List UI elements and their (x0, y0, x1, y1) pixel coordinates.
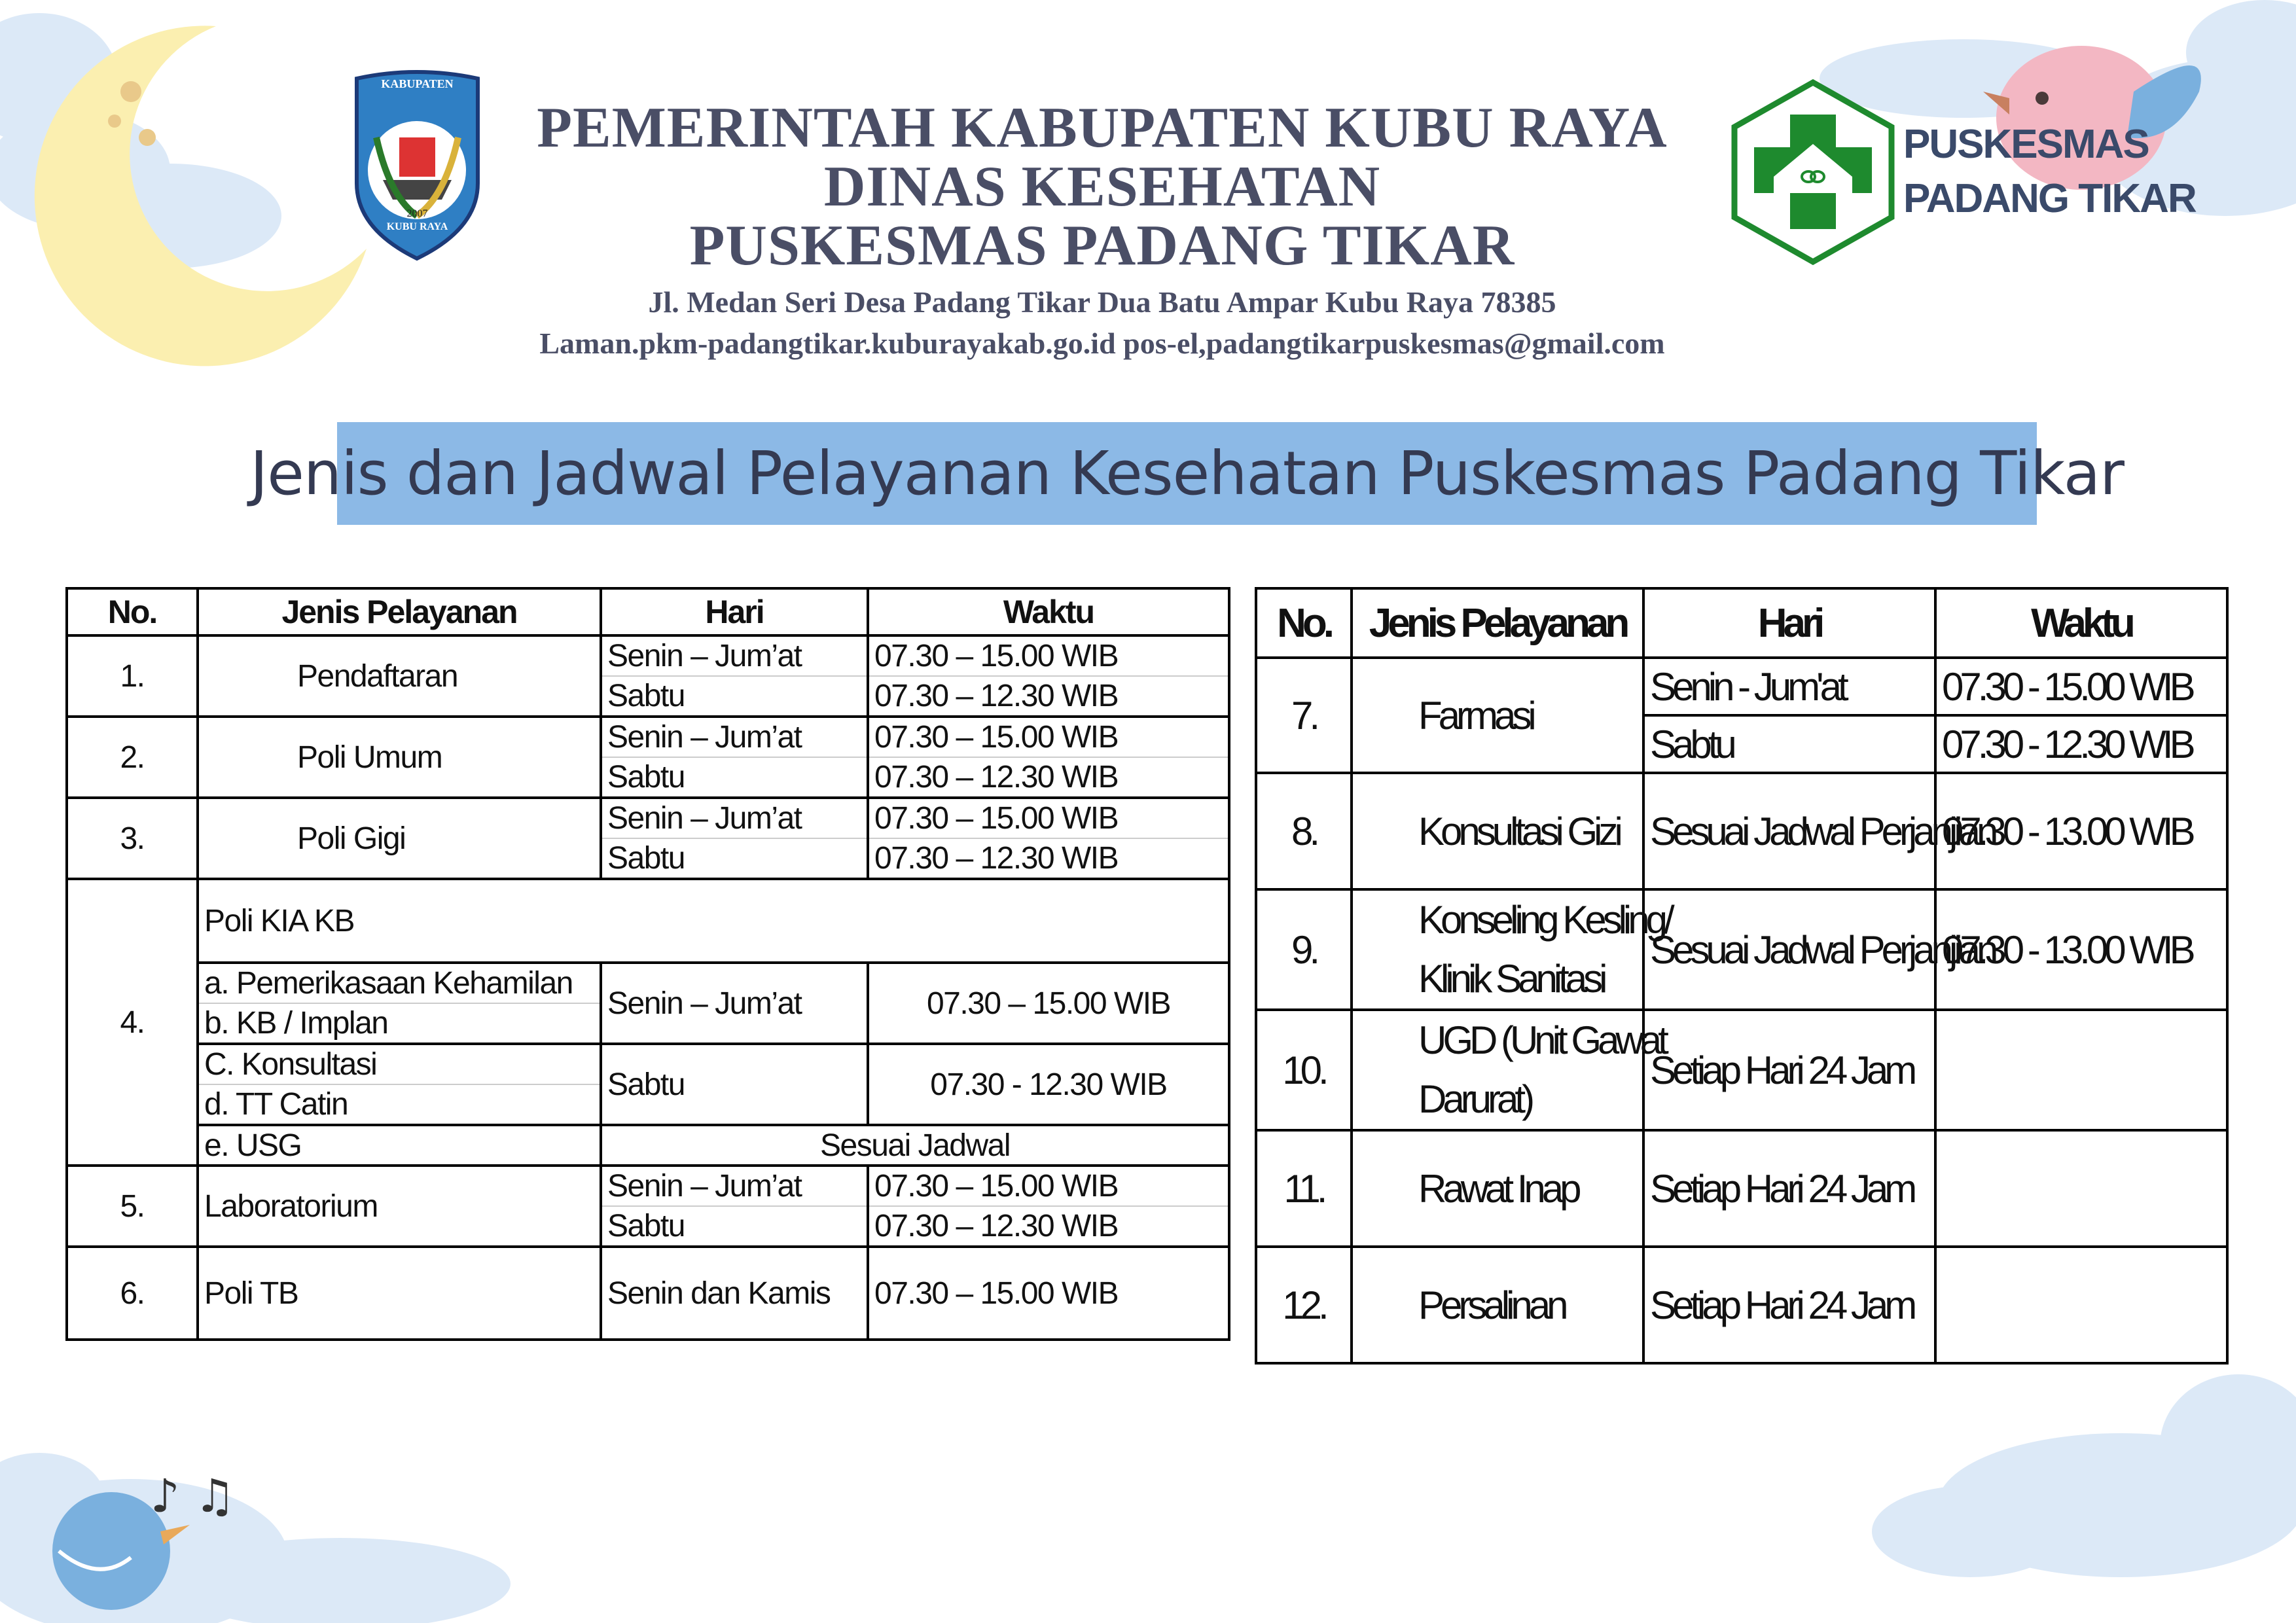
table-row (1256, 658, 2227, 715)
service-name (1352, 889, 1671, 1010)
service-name: Farmasi (1352, 658, 1643, 773)
service-name (1352, 1010, 1665, 1130)
service-name: Persalinan (1352, 1247, 1643, 1363)
sub-service-d: d. TT Catin (198, 1084, 601, 1125)
service-name: Poli TB (198, 1247, 601, 1340)
day-cell: Senin – Jum’at (601, 717, 868, 757)
col-header-day: Hari (601, 588, 868, 635)
service-name: Rawat Inap (1352, 1130, 1643, 1247)
logo-text-line-2: PADANG TIKAR (1903, 176, 2196, 221)
row-number: 9. (1256, 889, 1352, 1010)
day-cell: Sabtu (601, 676, 868, 717)
crest-top-text: KABUPATEN (381, 77, 454, 90)
table-row (67, 1044, 1229, 1084)
row-number: 10. (1256, 1010, 1352, 1130)
puskesmas-logo-icon (1728, 79, 1898, 265)
day-cell: Senin – Jum’at (601, 798, 868, 838)
row-number: 11. (1256, 1130, 1352, 1247)
service-name: Poli KIA KB (198, 879, 1229, 963)
table-row (67, 1166, 1229, 1206)
time-cell: 07.30 - 13.00 WIB (1935, 773, 2227, 889)
table-row (1256, 1130, 2227, 1247)
day-cell: Sabtu (1643, 715, 1935, 773)
time-cell: 07.30 - 12.30 WIB (868, 1044, 1229, 1125)
header-address: Jl. Medan Seri Desa Padang Tikar Dua Batu Ampar Kubu Raya 78385 (648, 285, 1556, 319)
row-number: 3. (67, 798, 198, 879)
service-name: Poli Umum (198, 717, 601, 798)
day-cell: Senin – Jum’at (601, 963, 868, 1044)
time-cell (1935, 1130, 2227, 1247)
day-cell: Setiap Hari 24 Jam (1643, 1130, 1935, 1247)
day-cell: Sabtu (601, 1044, 868, 1125)
day-cell: Sesuai Jadwal Perjanjian (1643, 889, 1935, 1010)
day-cell: Senin – Jum’at (601, 635, 868, 676)
day-cell: Setiap Hari 24 Jam (1643, 1247, 1935, 1363)
time-cell (1935, 1010, 2227, 1130)
time-cell: 07.30 - 13.00 WIB (1935, 889, 2227, 1010)
title-banner (250, 422, 2124, 525)
col-header-time: Waktu (868, 588, 1229, 635)
col-header-day: Hari (1643, 588, 1935, 658)
day-cell: Setiap Hari 24 Jam (1643, 1010, 1935, 1130)
decor-bottom-left (0, 1335, 524, 1623)
page-title: Jenis dan Jadwal Pelayanan Kesehatan Puskesmas Padang Tikar (250, 438, 2124, 508)
table-header-row (67, 588, 1229, 635)
usg-schedule-cell: Sesuai Jadwal (601, 1125, 1229, 1166)
time-cell: 07.30 – 15.00 WIB (868, 635, 1229, 676)
day-cell: Sabtu (601, 838, 868, 879)
table-row (67, 1125, 1229, 1166)
service-name-line-2: Klinik Sanitasi (1418, 957, 1604, 1001)
header-line-3: PUSKESMAS PADANG TIKAR (689, 214, 1515, 277)
logo-text-line-1: PUSKESMAS (1903, 122, 2149, 167)
crest-bottom-text: KUBU RAYA (386, 221, 448, 232)
time-cell: 07.30 – 15.00 WIB (868, 1247, 1229, 1340)
row-number: 1. (67, 635, 198, 717)
service-name-line-1: UGD (Unit Gawat (1418, 1018, 1665, 1062)
service-name-line-1: Konseling Kesling/ (1418, 898, 1671, 942)
table-row (1256, 1010, 2227, 1130)
decor-bottom-right (1872, 1361, 2296, 1623)
table-row (1256, 773, 2227, 889)
service-name: Laboratorium (198, 1166, 601, 1247)
row-number: 4. (67, 879, 198, 1166)
table-row (67, 717, 1229, 757)
col-header-service: Jenis Pelayanan (198, 588, 601, 635)
table-row (67, 635, 1229, 676)
day-cell: Sesuai Jadwal Perjanjian (1643, 773, 1935, 889)
table-header-row (1256, 588, 2227, 658)
day-cell: Senin dan Kamis (601, 1247, 868, 1340)
table-row (1256, 1247, 2227, 1363)
service-name: Pendaftaran (198, 635, 601, 717)
service-name: Poli Gigi (198, 798, 601, 879)
day-cell: Sabtu (601, 1206, 868, 1247)
day-cell: Senin - Jum'at (1643, 658, 1935, 715)
time-cell: 07.30 – 15.00 WIB (868, 963, 1229, 1044)
col-header-service: Jenis Pelayanan (1352, 588, 1643, 658)
table-row (67, 963, 1229, 1003)
time-cell: 07.30 - 12.30 WIB (1935, 715, 2227, 773)
service-name: Konsultasi Gizi (1352, 773, 1643, 889)
service-name-line-2: Darurat) (1418, 1077, 1532, 1121)
header-contact: Laman.pkm-padangtikar.kuburayakab.go.id pos-el,padangtikarpuskesmas@gmail.com (539, 327, 1665, 360)
day-cell: Senin – Jum’at (601, 1166, 868, 1206)
time-cell: 07.30 – 15.00 WIB (868, 1166, 1229, 1206)
crest-year-text: 2007 (406, 208, 428, 219)
music-notes-icon: ♪ ♫ (151, 1469, 236, 1523)
day-cell: Sabtu (601, 757, 868, 798)
sub-service-b: b. KB / Implan (198, 1003, 601, 1044)
time-cell (1935, 1247, 2227, 1363)
sub-service-a: a. Pemerikasaan Kehamilan (198, 963, 601, 1003)
right-schedule-table (1255, 587, 2229, 1364)
sub-service-e: e. USG (198, 1125, 601, 1166)
col-header-time: Waktu (1935, 588, 2227, 658)
table-row (67, 1247, 1229, 1340)
row-number: 7. (1256, 658, 1352, 773)
table-row (67, 798, 1229, 838)
col-header-no: No. (67, 588, 198, 635)
sub-service-c: C. Konsultasi (198, 1044, 601, 1084)
row-number: 12. (1256, 1247, 1352, 1363)
time-cell: 07.30 – 12.30 WIB (868, 838, 1229, 879)
time-cell: 07.30 - 15.00 WIB (1935, 658, 2227, 715)
left-schedule-table (65, 587, 1230, 1341)
row-number: 2. (67, 717, 198, 798)
header-line-1: PEMERINTAH KABUPATEN KUBU RAYA (537, 96, 1668, 160)
time-cell: 07.30 – 12.30 WIB (868, 676, 1229, 717)
table-row (67, 879, 1229, 963)
time-cell: 07.30 – 15.00 WIB (868, 798, 1229, 838)
row-number: 5. (67, 1166, 198, 1247)
row-number: 8. (1256, 773, 1352, 889)
col-header-no: No. (1256, 588, 1352, 658)
header-line-2: DINAS KESEHATAN (823, 155, 1381, 219)
time-cell: 07.30 – 12.30 WIB (868, 1206, 1229, 1247)
row-number: 6. (67, 1247, 198, 1340)
table-row (1256, 889, 2227, 1010)
time-cell: 07.30 – 12.30 WIB (868, 757, 1229, 798)
time-cell: 07.30 – 15.00 WIB (868, 717, 1229, 757)
